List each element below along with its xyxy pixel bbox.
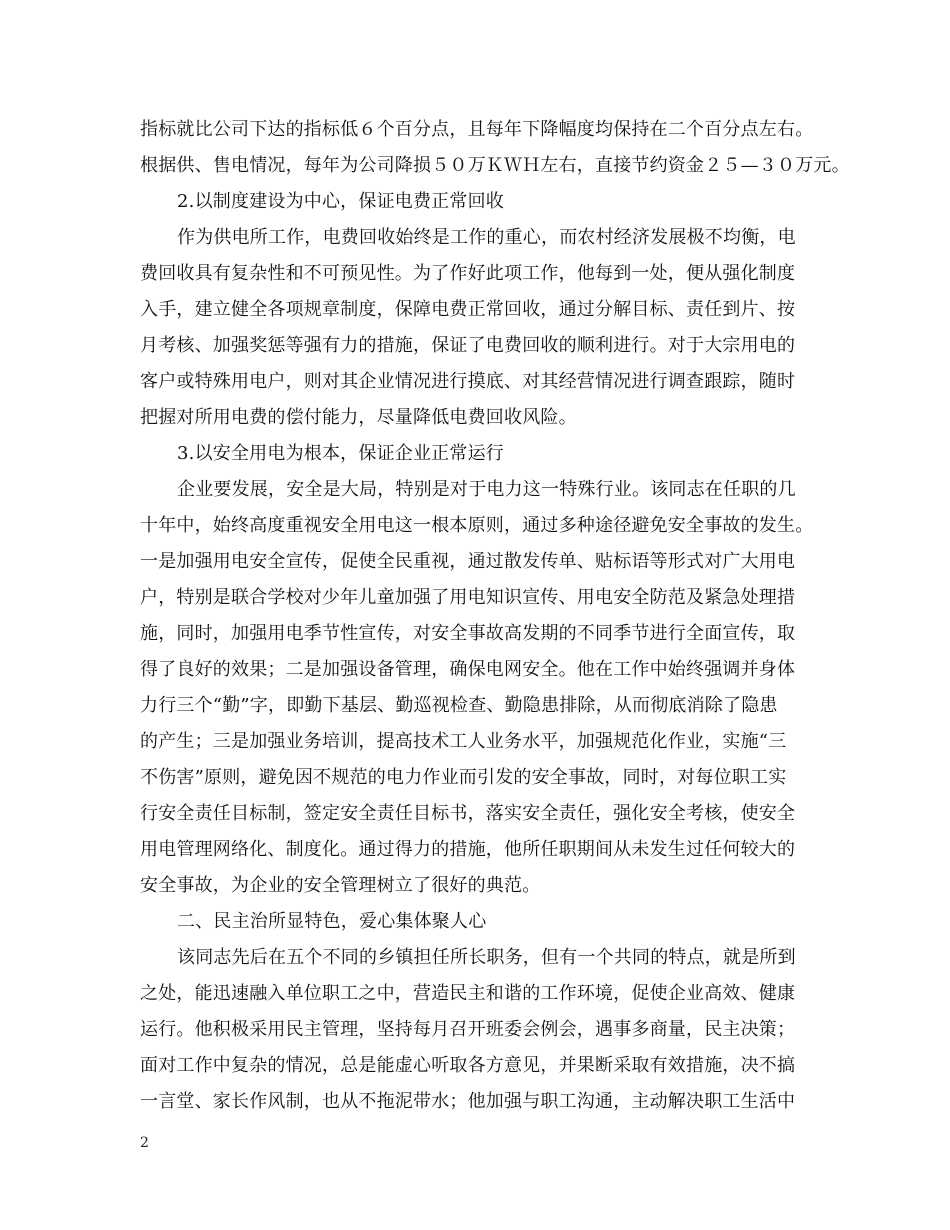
paragraph-first-line: 该同志先后在五个不同的乡镇担任所长职务，但有一个共同的特点，就是所到 (177, 947, 796, 968)
section-heading: 二、民主治所显特色，爱心集体聚人心 (177, 911, 487, 932)
text-line: 安全事故，为企业的安全管理树立了很好的典范。 (140, 875, 541, 896)
text-line: 月考核、加强奖惩等强有力的措施，保证了电费回收的顺利进行。对于大宗用电的 (140, 335, 796, 356)
text-line: 指标就比公司下达的指标低６个百分点，且每年下降幅度均保持在二个百分点左右。 (140, 119, 814, 140)
text-line: 用电管理网络化、制度化。通过得力的措施，他所任职期间从未发生过任何较大的 (140, 839, 796, 860)
section-heading: 3.以安全用电为根本，保证企业正常运行 (177, 443, 504, 464)
paragraph-first-line: 企业要发展，安全是大局，特别是对于电力这一特殊行业。该同志在任职的几 (177, 479, 796, 500)
text-line: 之处，能迅速融入单位职工之中，营造民主和谐的工作环境，促使企业高效、健康 (140, 983, 796, 1004)
text-line: 运行。他积极采用民主管理，坚持每月召开班委会例会，遇事多商量，民主决策； (140, 1019, 796, 1040)
text-line: 把握对所用电费的偿付能力，尽量降低电费回收风险。 (140, 407, 577, 428)
page-number: 2 (140, 1135, 149, 1151)
text-line: 得了良好的效果；二是加强设备管理，确保电网安全。他在工作中始终强调并身体 (140, 659, 796, 680)
text-line: 不伤害”原则，避免因不规范的电力作业而引发的安全事故，同时，对每位职工实 (140, 767, 787, 788)
text-line: 面对工作中复杂的情况，总是能虚心听取各方意见，并果断采取有效措施，决不搞 (140, 1055, 796, 1076)
text-line: 力行三个“勤”字，即勤下基层、勤巡视检查、勤隐患排除，从而彻底消除了隐患 (140, 695, 778, 716)
text-line: 十年中，始终高度重视安全用电这一根本原则，通过多种途径避免安全事故的发生。 (140, 515, 814, 536)
paragraph-first-line: 作为供电所工作，电费回收始终是工作的重心，而农村经济发展极不均衡，电 (177, 227, 796, 248)
text-line: 行安全责任目标制，签定安全责任目标书，落实安全责任，强化安全考核，使安全 (140, 803, 796, 824)
section-heading: 2.以制度建设为中心，保证电费正常回收 (177, 191, 504, 212)
text-line: 一是加强用电安全宣传，促使全民重视，通过散发传单、贴标语等形式对广大用电 (140, 551, 796, 572)
text-line: 户，特别是联合学校对少年儿童加强了用电知识宣传、用电安全防范及紧急处理措 (140, 587, 796, 608)
document-body (140, 112, 850, 1120)
text-line: 费回收具有复杂性和不可预见性。为了作好此项工作，他每到一处，便从强化制度 (140, 263, 796, 284)
text-line: 施，同时，加强用电季节性宣传，对安全事故高发期的不同季节进行全面宣传，取 (140, 623, 796, 644)
text-line: 一言堂、家长作风制，也从不拖泥带水；他加强与职工沟通，主动解决职工生活中 (140, 1091, 796, 1112)
text-line: 入手，建立健全各项规章制度，保障电费正常回收，通过分解目标、责任到片、按 (140, 299, 796, 320)
text-line: 根据供、售电情况，每年为公司降损５０万ＫＷＨ左右，直接节约资金２５—３０万元。 (140, 155, 850, 176)
text-line: 客户或特殊用电户，则对其企业情况进行摸底、对其经营情况进行调查跟踪，随时 (140, 371, 796, 392)
text-line: 的产生；三是加强业务培训，提高技术工人业务水平，加强规范化作业，实施“三 (140, 731, 787, 752)
